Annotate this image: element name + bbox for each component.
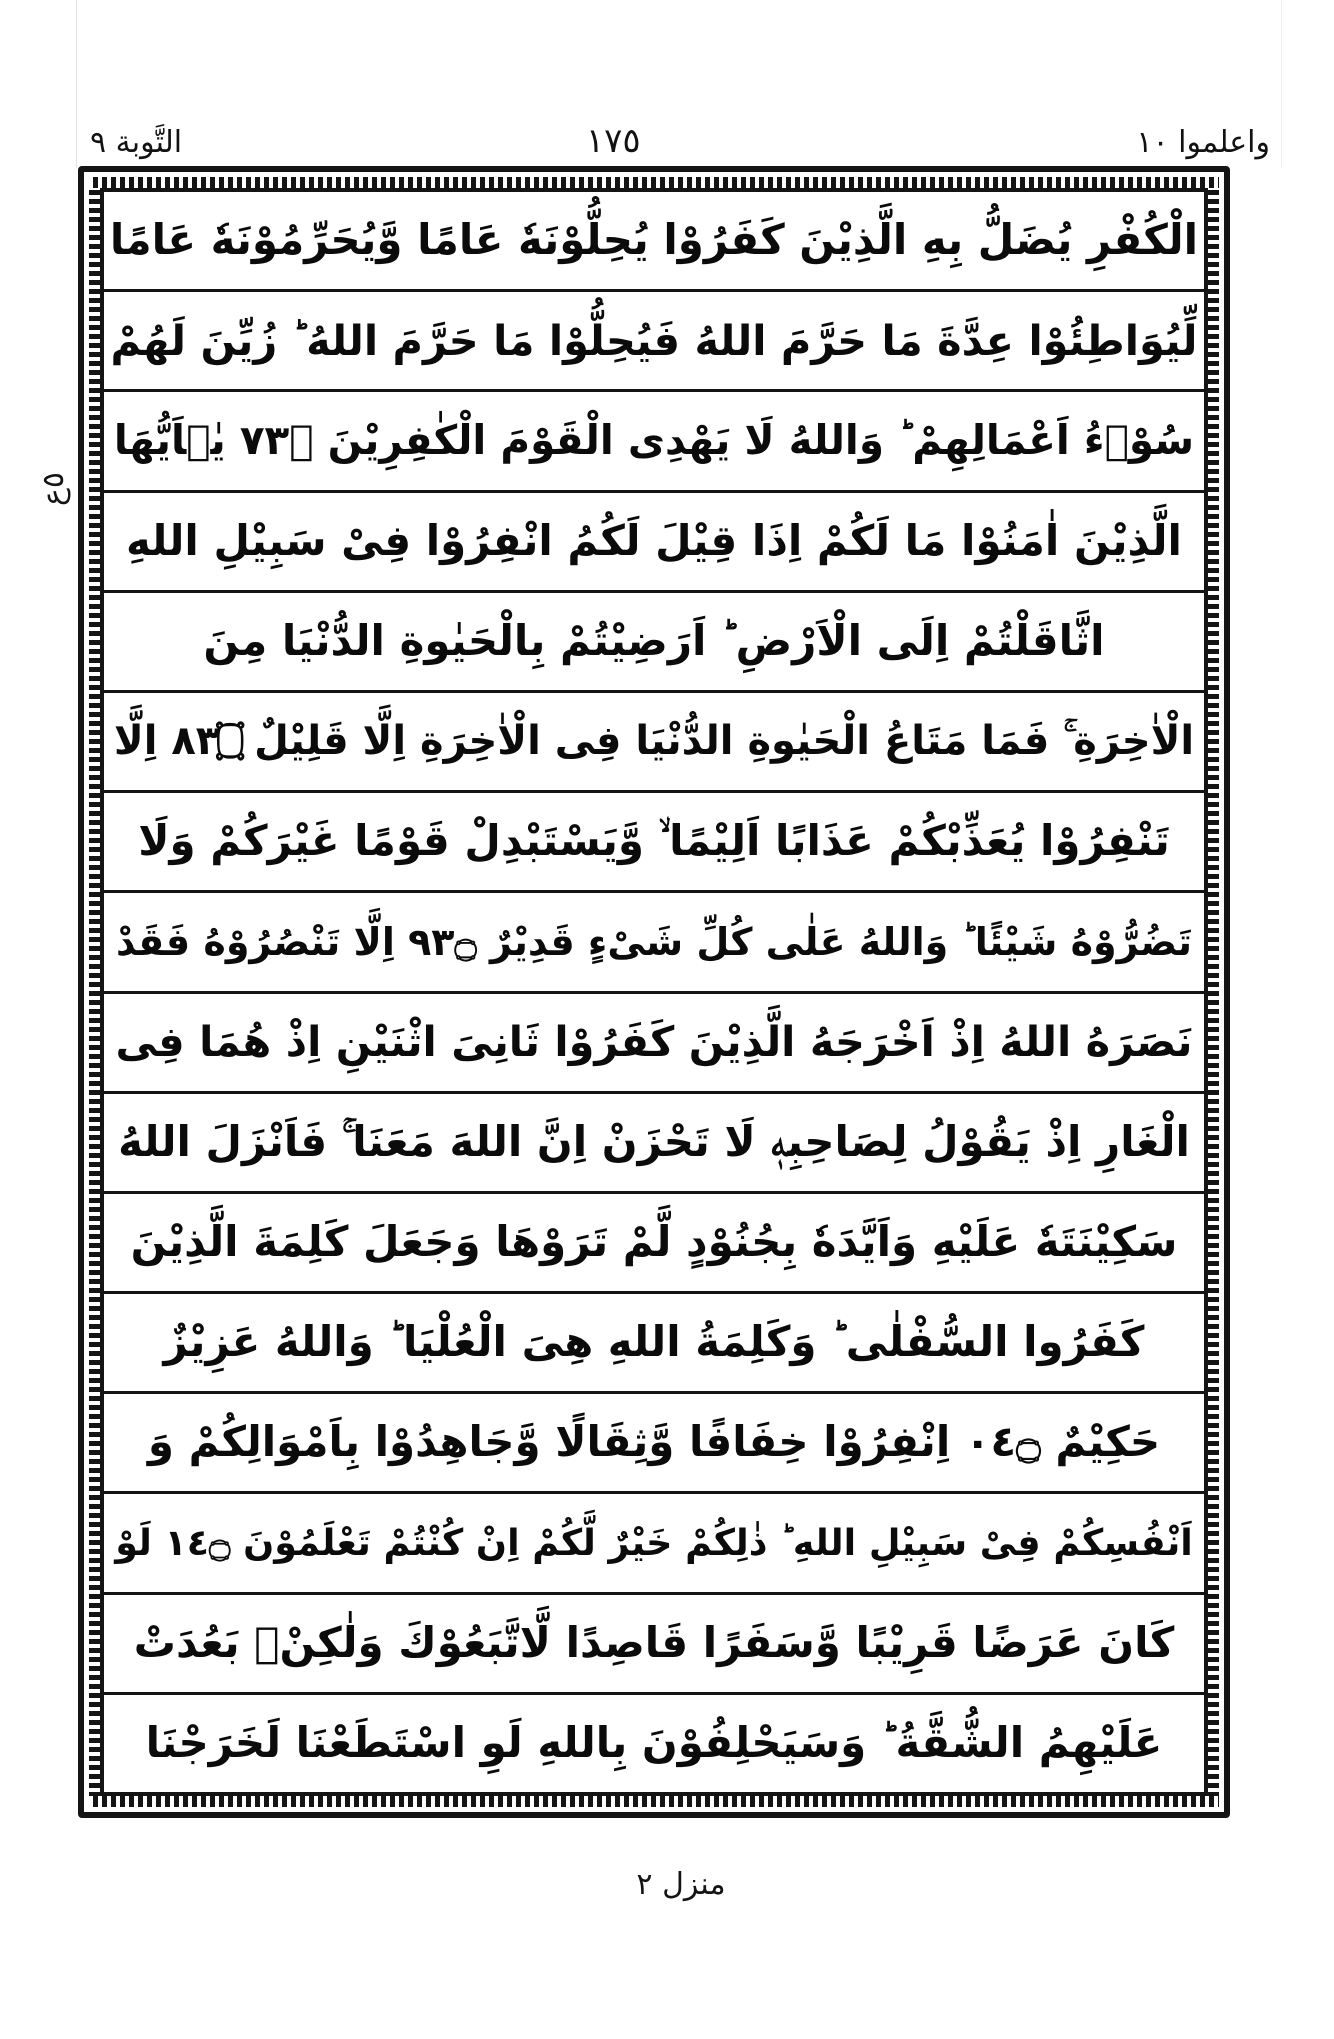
ayah-line — [104, 1494, 1204, 1594]
ayah-line — [104, 192, 1204, 292]
ayah-line — [104, 893, 1204, 993]
ayah-line — [104, 392, 1204, 492]
ayah-text: كَفَرُوا السُّفْلٰى ؕ وَكَلِمَةُ اللهِ هِىَ الْعُلْيَا ؕ وَاللهُ عَزِيْزٌ — [163, 1317, 1145, 1367]
surah-name-label: التَّوبة ٩ — [90, 125, 183, 160]
page-header — [78, 96, 1280, 161]
manzil-label: منزل ٢ — [636, 1866, 726, 1902]
ayah-text: لِّيُوَاطِئُوْا عِدَّةَ مَا حَرَّمَ اللهُ فَيُحِلُّوْا مَا حَرَّمَ اللهُ ؕ زُيِّنَ لَهُمْ — [110, 315, 1198, 365]
page-footer — [0, 1852, 1334, 1916]
ayah-text: سُوْۤءُ اَعْمَالِهِمْ ؕ وَاللهُ لَا يَهْدِى الْقَوْمَ الْكٰفِرِيْنَ ۝٣٧ يٰۤاَيُّهَا — [113, 416, 1195, 465]
ayah-lines-container — [100, 188, 1208, 1796]
ayah-line — [104, 1695, 1204, 1792]
ayah-line — [104, 793, 1204, 893]
text-frame — [78, 166, 1230, 1818]
ayah-text: سَكِيْنَتَهٗ عَلَيْهِ وَاَيَّدَهٗ بِجُنُوْدٍ لَّمْ تَرَوْهَا وَجَعَلَ كَلِمَةَ الَّذِيْنَ — [130, 1217, 1178, 1267]
ayah-text: عَلَيْهِمُ الشُّقَّةُ ؕ وَسَيَحْلِفُوْنَ بِاللهِ لَوِ اسْتَطَعْنَا لَخَرَجْنَا — [145, 1717, 1163, 1767]
ayah-text: تَنْفِرُوْا يُعَذِّبْكُمْ عَذَابًا اَلِيْمًا ۙ وَّيَسْتَبْدِلْ قَوْمًا غَيْرَكُمْ وَلَا — [138, 816, 1170, 866]
juz-name-label: واعلموا ١٠ — [1136, 125, 1270, 160]
ayah-text: الْاٰخِرَةِ ۚ فَمَا مَتَاعُ الْحَيٰوةِ الدُّنْيَا فِى الْاٰخِرَةِ اِلَّا قَلِيْلٌ ۝٣٨ اِلَّا — [113, 718, 1195, 765]
ayah-text: الْغَارِ اِذْ يَقُوْلُ لِصَاحِبِهٖ لَا تَحْزَنْ اِنَّ اللهَ مَعَنَا ۚ فَاَنْزَلَ اللهُ — [118, 1116, 1190, 1166]
ayah-text: نَصَرَهُ اللهُ اِذْ اَخْرَجَهُ الَّذِيْنَ كَفَرُوْا ثَانِىَ اثْنَيْنِ اِذْ هُمَا فِى — [115, 1016, 1193, 1066]
ayah-text: حَكِيْمٌ ۝٤٠ اِنْفِرُوْا خِفَافًا وَّثِقَالًا وَّجَاهِدُوْا بِاَمْوَالِكُمْ وَ — [147, 1417, 1161, 1467]
ayah-line — [104, 493, 1204, 593]
ayah-line — [104, 1595, 1204, 1695]
ayah-line — [104, 1094, 1204, 1194]
ayah-line — [104, 994, 1204, 1094]
ayah-text: تَضُرُّوْهُ شَيْئًا ؕ وَاللهُ عَلٰى كُلِّ شَىْءٍ قَدِيْرٌ ۝٣٩ اِلَّا تَنْصُرُوْهُ فَقَدْ — [115, 919, 1193, 964]
ayah-line — [104, 693, 1204, 793]
ayah-line — [104, 1394, 1204, 1494]
ayah-line — [104, 292, 1204, 392]
ayah-text: كَانَ عَرَضًا قَرِيْبًا وَّسَفَرًا قَاصِدًا لَّاتَّبَعُوْكَ وَلٰكِنْۢ بَعُدَتْ — [133, 1617, 1175, 1667]
rub-marker — [26, 424, 82, 554]
ayah-line — [104, 593, 1204, 693]
ayah-text: الَّذِيْنَ اٰمَنُوْا مَا لَكُمْ اِذَا قِيْلَ لَكُمُ انْفِرُوْا فِىْ سَبِيْلِ اللهِ — [126, 515, 1182, 565]
ayah-text: اثَّاقَلْتُمْ اِلَى الْاَرْضِ ؕ اَرَضِيْتُمْ بِالْحَيٰوةِ الدُّنْيَا مِنَ — [203, 615, 1105, 665]
ayah-text: الْكُفْرِ يُضَلُّ بِهِ الَّذِيْنَ كَفَرُوْا يُحِلُّوْنَهٗ عَامًا وَّيُحَرِّمُوْنَهٗ عَامًا — [109, 215, 1198, 265]
scan-edge-left — [76, 0, 77, 168]
ayah-line — [104, 1194, 1204, 1294]
ayah-text: اَنْفُسِكُمْ فِىْ سَبِيْلِ اللهِ ؕ ذٰلِكُمْ خَيْرٌ لَّكُمْ اِنْ كُنْتُمْ تَعْلَمُوْنَ ۝٤١ لَوْ — [115, 1521, 1193, 1565]
rub-marker-label: ٥ع — [36, 471, 71, 507]
ayah-line — [104, 1294, 1204, 1394]
scan-edge-right — [1281, 0, 1282, 168]
page-number: ١٧٥ — [585, 121, 641, 161]
